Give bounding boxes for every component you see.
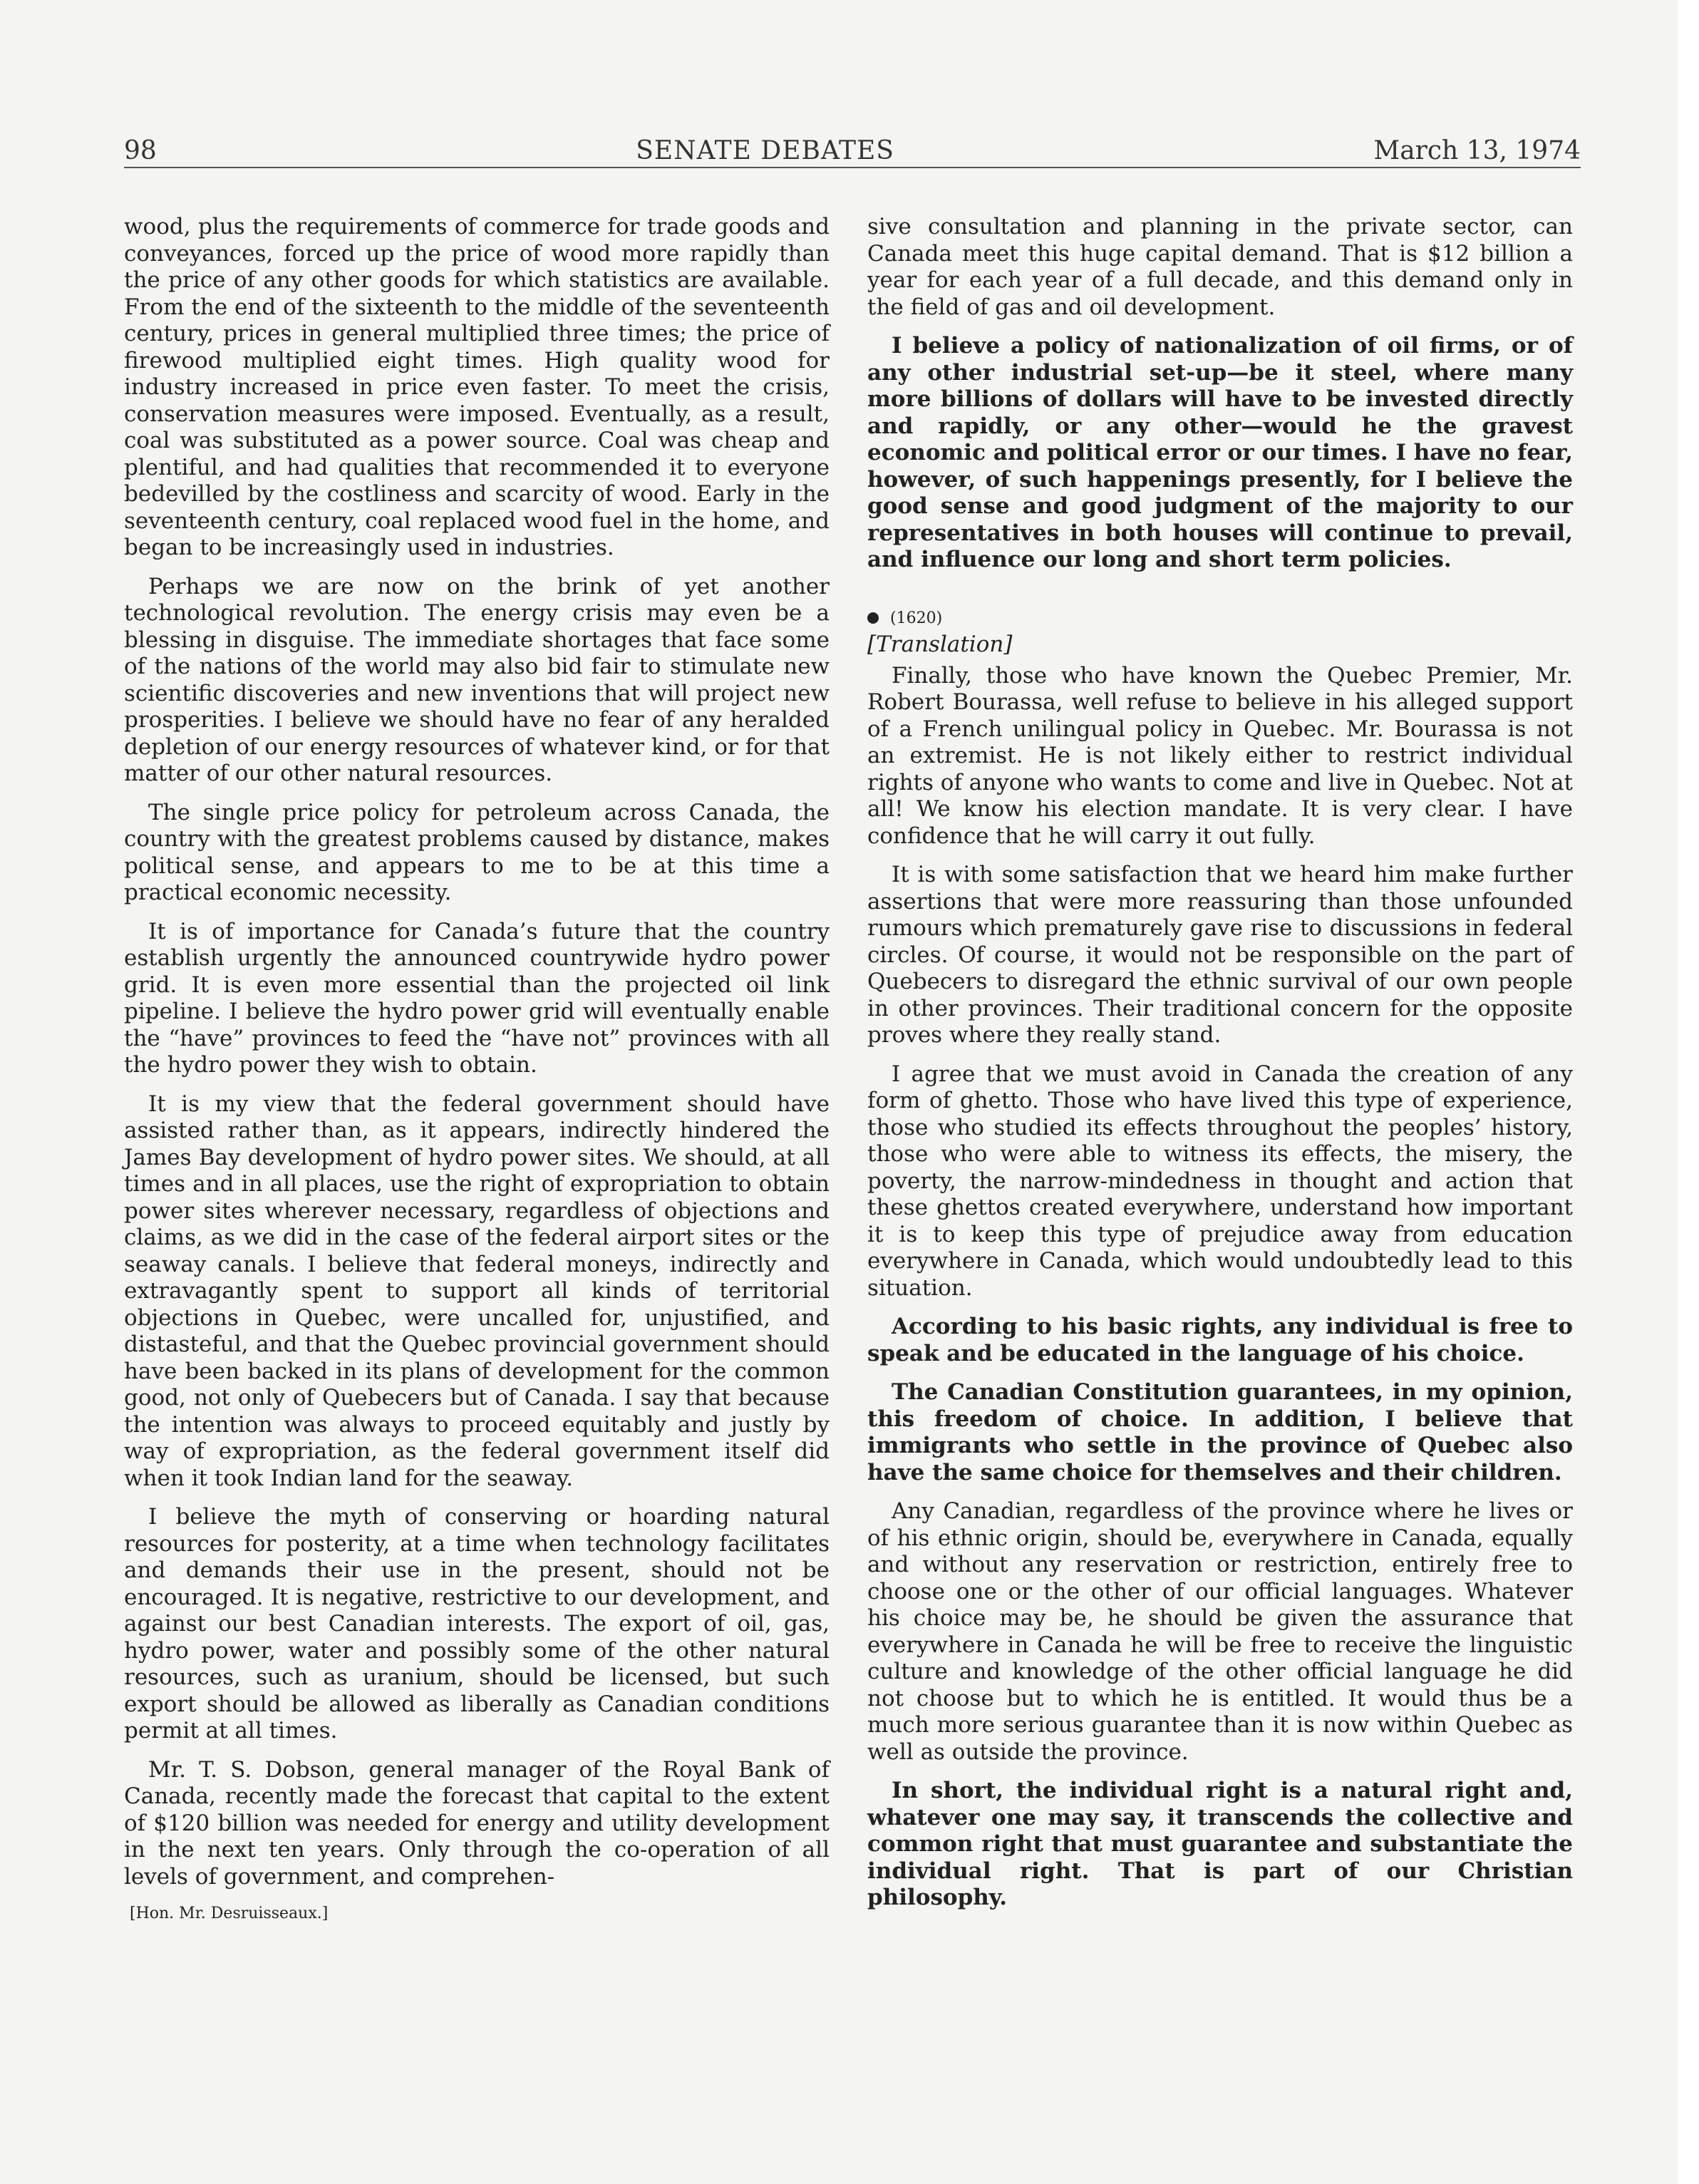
paragraph: Any Canadian, regardless of the province where he lives or of his ethnic origin, should be, everywhere in Canada, equally and without any reservation or restriction, entirely free to choose one or the other of our official languages. Whatever his choice may be, he should be given the assurance that everywhere in Canada he will be free to receive the linguistic culture and knowledge of the other official language he did not choose but to which he is entitled. It would thus be a much more serious guarantee than it is now within Quebec as well as outside the province. [867,1498,1573,1765]
left-column [124,214,830,1922]
paragraph: It is with some satisfaction that we heard him make further assertions that were more reassuring than those unfounded rumours which prematurely gave rise to discussions in federal circles. Of course, it would not be responsible on the part of Quebecers to disregard the ethnic survival of our own people in other provinces. Their traditional concern for the opposite proves where they really stand. [867,862,1573,1048]
paragraph: It is of importance for Canada’s future that the country establish urgently the announced countrywide hydro power grid. It is even more essential than the projected oil link pipeline. I believe the hydro power grid will eventually enable the “have” provinces to feed the “have not” provinces with all the hydro power they wish to obtain. [124,918,830,1078]
paragraph: Mr. T. S. Dobson, general manager of the Royal Bank of Canada, recently made the forecast that capital to the extent of $120 billion was needed for energy and utility development in the next ten years. Only through the co-operation of all levels of government, and comprehen- [124,1756,830,1890]
paragraph: I agree that we must avoid in Canada the creation of any form of ghetto. Those who have lived this type of experience, those who studied its effects throughout the peoples’ history, those who were able to witness its effects, the misery, the poverty, the narrow-mindedness in thought and action that these ghettos created everywhere, understand how important it is to keep this type of prejudice away from education everywhere in Canada, which would undoubtedly lead to this situation. [867,1061,1573,1301]
translation-label: [Translation] [867,631,1013,657]
paragraph: According to his basic rights, any individual is free to speak and be educated in the language of his choice. [867,1314,1573,1366]
paragraph: The Canadian Constitution guarantees, in my opinion, this freedom of choice. In addition, I believe that immigrants who settle in the province of Quebec also have the same choice for themselves and their children. [867,1379,1573,1485]
speaker-note: [Hon. Mr. Desruisseaux.] [130,1905,329,1922]
paragraph: I believe a policy of nationalization of oil firms, or of any other industrial set-up—be it steel, where many more billions of dollars will have to be invested directly and rapidly, or any other—would he the gravest economic and political error or our times. I have no fear, however, of such happenings presently, for I believe the good sense and good judgment of the majority to our representatives in both houses will continue to prevail, and influence our long and short term policies. [867,333,1573,572]
paragraph: Finally, those who have known the Quebec Premier, Mr. Robert Bourassa, well refuse to believe in his alleged support of a French unilingual policy in Quebec. Mr. Bourassa is not an extremist. He is not likely either to restrict individual rights of anyone who wants to come and live in Quebec. Not at all! We know his election mandate. It is very clear. I have confidence that he will carry it out fully. [867,662,1573,849]
paragraph: It is my view that the federal government should have assisted rather than, as it appears, indirectly hindered the James Bay development of hydro power sites. We should, at all times and in all places, use the right of expropriation to obtain power sites wherever necessary, regardless of objections and claims, as we did in the case of the federal airport sites or the seaway canals. I believe that federal moneys, indirectly and extravagantly spent to support all kinds of territorial objections in Quebec, were uncalled for, unjustified, and distasteful, and that the Quebec provincial government should have been backed in its plans of development for the common good, not only of Quebecers but of Canada. I say that because the intention was always to proceed equitably and justly by way of expropriation, as the federal government itself did when it took Indian land for the seaway. [124,1091,830,1491]
paragraph: wood, plus the requirements of commerce for trade goods and conveyances, forced up the price of wood more rapidly than the price of any other goods for which statistics are available. From the end of the sixteenth to the middle of the seventeenth century, prices in general multiplied three times; the price of firewood multiplied eight times. High quality wood for industry increased in price even faster. To meet the crisis, conservation measures were imposed. Eventually, as a result, coal was substituted as a power source. Coal was cheap and plentiful, and had qualities that recommended it to everyone bedevilled by the costliness and scarcity of wood. Early in the seventeenth century, coal replaced wood fuel in the home, and began to be increasingly used in industries. [124,214,830,560]
paragraph: sive consultation and planning in the private sector, can Canada meet this huge capital demand. That is $12 billion a year for each year of a full decade, and this demand only in the field of gas and oil development. [867,214,1573,320]
page-number: 98 [124,136,157,165]
publication-date: March 13, 1974 [1373,136,1581,165]
right-column [867,214,1573,1924]
time-marker [867,609,1573,627]
paragraph: The single price policy for petroleum across Canada, the country with the greatest problems caused by distance, makes political sense, and appears to me to be at this time a practical economic necessity. [124,799,830,905]
page-edge [1678,0,1699,2184]
bullet-icon [867,612,879,624]
page-header [124,130,1581,168]
time-marker-label: (1620) [890,609,943,627]
paragraph: Perhaps we are now on the brink of yet another technological revolution. The energy crisis may even be a blessing in disguise. The immediate shortages that face some of the nations of the world may also bid fair to stimulate new scientific discoveries and new inventions that will project new prosperities. I believe we should have no fear of any heralded depletion of our energy resources of whatever kind, or for that matter of our other natural resources. [124,573,830,786]
paragraph: I believe the myth of conserving or hoarding natural resources for posterity, at a time when technology facilitates and demands their use in the present, should not be encouraged. It is negative, restrictive to our development, and against our best Canadian interests. The export of oil, gas, hydro power, water and possibly some of the other natural resources, such as uranium, should be licensed, but such export should be allowed as liberally as Canadian conditions permit at all times. [124,1504,830,1743]
publication-title: SENATE DEBATES [636,136,894,165]
paragraph: In short, the individual right is a natural right and, whatever one may say, it transcends the collective and common right that must guarantee and substantiate the individual right. That is part of our Christian philosophy. [867,1778,1573,1910]
